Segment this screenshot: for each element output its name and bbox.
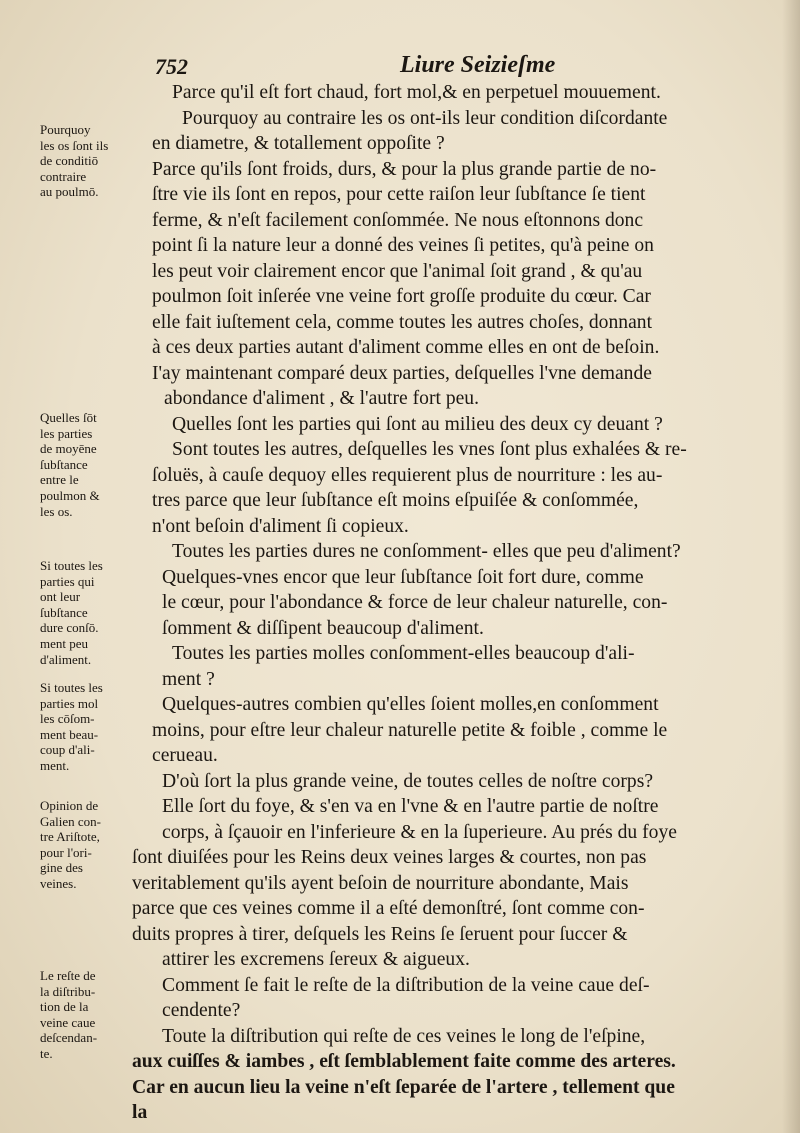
text-line: veritablement qu'ils ayent beſoin de nourriture abondante, Mais <box>132 872 629 894</box>
margin-note-line: Opinion de <box>40 798 99 813</box>
text-line: Sont toutes les autres, deſquelles les vnes ſont plus exhalées & re- <box>172 439 687 460</box>
text-line: Parce qu'ils ſont froids, durs, & pour la plus grande partie de no- <box>152 158 657 180</box>
text-line: abondance d'aliment , & l'autre fort peu. <box>164 388 480 409</box>
margin-note-line: les parties <box>40 425 93 441</box>
text-line: corps, à ſçauoir en l'inferieure & en la ſuperieure. Au prés du foye <box>162 821 677 843</box>
margin-note-line: au poulmō. <box>40 184 99 200</box>
margin-note-line: dure conſō. <box>40 620 99 636</box>
text-line: Car en aucun lieu la veine n'eſt ſeparée de l'artere , tellement que <box>132 1076 675 1098</box>
running-title: Liure Seizieſme <box>400 52 556 78</box>
text-line: poulmon ſoit inſerée vne veine fort groſſe produite du cœur. Car <box>152 286 651 307</box>
margin-note-line: ont leur <box>40 589 81 605</box>
margin-note-line: les os. <box>40 503 73 519</box>
page-edge-shadow <box>782 0 800 1133</box>
text-line: Comment ſe fait le reſte de la diſtribution de la veine caue deſ- <box>162 974 650 996</box>
margin-note-line: poulmon & <box>40 487 100 503</box>
text-line: parce que ces veines comme il a eſté demonſtré, ſont comme con- <box>132 898 645 919</box>
margin-note-line: Quelles ſōt <box>40 410 97 425</box>
text-line: point ſi la nature leur a donné des veines ſi petites, qu'à peine on <box>152 235 654 256</box>
margin-note-line: tion de la <box>40 999 89 1015</box>
text-line: Toutes les parties dures ne conſomment- elles que peu d'aliment? <box>172 541 681 562</box>
text-line: en diametre, & totallement oppoſite ? <box>152 133 445 154</box>
margin-note-line: deſcendan- <box>40 1030 98 1046</box>
margin-note-line: tre Ariſtote, <box>40 829 100 845</box>
margin-note-line: ment peu <box>40 635 89 651</box>
text-line: attirer les excremens ſereux & aigueux. <box>162 949 470 970</box>
text-line: ment ? <box>162 668 215 690</box>
margin-note-line: Le reſte de <box>40 968 96 983</box>
text-line: aux cuiſſes & iambes , eſt ſemblablement faite comme des arteres. <box>132 1051 676 1072</box>
margin-note-line: ſubſtance <box>40 604 88 620</box>
margin-note-line: Si toutes les <box>40 558 103 573</box>
margin-note-line: de moyēne <box>40 441 97 457</box>
margin-note-line: parties mol <box>40 695 99 711</box>
margin-note-line: ſubſtance <box>40 456 88 472</box>
text-line: duits propres à tirer, deſquels les Reins ſe ſeruent pour ſuccer & <box>132 923 628 945</box>
running-header <box>155 50 765 84</box>
margin-note-line: de conditiō <box>40 153 99 169</box>
margin-note-line: entre le <box>40 472 79 488</box>
margin-note-line: coup d'ali- <box>40 742 95 758</box>
margin-note-line: contraire <box>40 168 87 184</box>
margin-note-line: d'aliment. <box>40 651 92 667</box>
text-line: le cœur, pour l'abondance & force de leur chaleur naturelle, con- <box>162 592 668 613</box>
text-line: ſoluës, à cauſe dequoy elles requierent plus de nourriture : les au- <box>152 464 663 486</box>
margin-note-line: pour l'ori- <box>40 844 92 860</box>
margin-note-line: ment beau- <box>40 726 99 742</box>
margin-note-line: parties qui <box>40 573 95 589</box>
margin-note-line: veines. <box>40 875 77 891</box>
text-line: les peut voir clairement encor que l'animal ſoit grand , & qu'au <box>152 260 643 282</box>
text-line: à ces deux parties autant d'aliment comme elles en ont de beſoin. <box>152 337 660 358</box>
text-line: Quelques-autres combien qu'elles ſoient molles,en conſomment <box>162 694 659 715</box>
text-line: la <box>132 1102 148 1123</box>
text-line: Elle ſort du foye, & s'en va en l'vne & en l'autre partie de noſtre <box>162 796 659 817</box>
margin-note-line: veine caue <box>40 1014 96 1030</box>
text-line: D'où ſort la plus grande veine, de toutes celles de noſtre corps? <box>162 770 654 792</box>
margin-note-line: Galien con- <box>40 813 102 829</box>
body-text <box>132 80 772 1123</box>
text-line: tres parce que leur ſubſtance eſt moins eſpuiſée & conſommée, <box>152 490 639 511</box>
text-line: Quelles ſont les parties qui ſont au milieu des deux cy deuant ? <box>172 413 663 435</box>
page-number: 752 <box>155 54 188 79</box>
text-line: Toutes les parties molles conſomment-elles beaucoup d'ali- <box>172 643 635 664</box>
margin-note-line: ment. <box>40 757 70 773</box>
text-line: ſont diuiſées pour les Reins deux veines larges & courtes, non pas <box>132 847 647 868</box>
margin-note-line: les os ſont ils <box>40 137 109 153</box>
text-line: ſomment & diſſipent beaucoup d'aliment. <box>162 617 484 639</box>
margin-note-line: gine des <box>40 860 83 876</box>
text-line: moins, pour eſtre leur chaleur naturelle petite & foible , comme le <box>152 719 668 741</box>
text-line: Pourquoy au contraire les os ont-ils leur condition diſcordante <box>182 107 668 129</box>
text-line: Quelques-vnes encor que leur ſubſtance ſoit fort dure, comme <box>162 566 644 588</box>
margin-note-line: Pourquoy <box>40 122 91 137</box>
margin-note-line: les cōſom- <box>40 711 95 727</box>
margin-note-line: la diſtribu- <box>40 983 96 999</box>
text-line: elle fait iuſtement cela, comme toutes les autres choſes, donnant <box>152 311 653 333</box>
text-line: cerueau. <box>152 745 218 766</box>
text-line: n'ont beſoin d'aliment ſi copieux. <box>152 515 409 537</box>
margin-note-line: te. <box>40 1045 53 1061</box>
text-line: cendente? <box>162 1000 241 1021</box>
text-line: ferme, & n'eſt facilement conſommée. Ne nous eſtonnons donc <box>152 209 644 231</box>
text-line: I'ay maintenant comparé deux parties, deſquelles l'vne demande <box>152 362 652 384</box>
text-line: Parce qu'il eſt fort chaud, fort mol,& en perpetuel mouuement. <box>172 82 661 103</box>
margin-note-line: Si toutes les <box>40 680 103 695</box>
text-line: ſtre vie ils ſont en repos, pour cette raiſon leur ſubſtance ſe tient <box>152 184 646 205</box>
text-line: Toute la diſtribution qui reſte de ces veines le long de l'eſpine, <box>162 1025 646 1047</box>
